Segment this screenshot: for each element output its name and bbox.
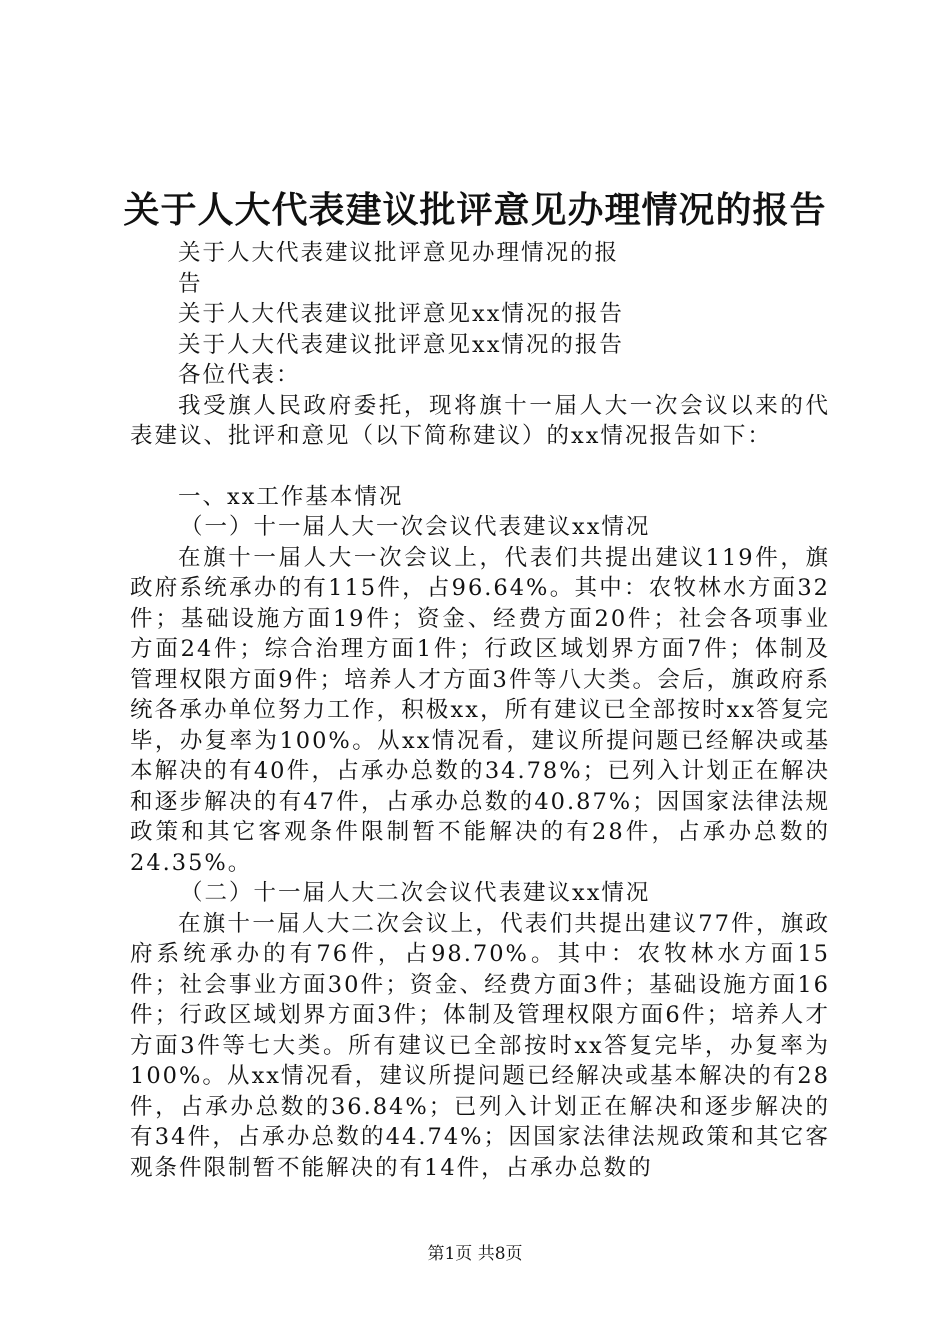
document-title: 关于人大代表建议批评意见办理情况的报告 (123, 189, 827, 231)
intro-paragraph: 我受旗人民政府委托，现将旗十一届人大一次会议以来的代表建议、批评和意见（以下简称建议）的xx情况报告如下： (130, 392, 830, 449)
document-body (130, 238, 830, 1183)
section-heading-1: 一、xx工作基本情况 (178, 483, 404, 510)
paragraph-1: 在旗十一届人大一次会议上，代表们共提出建议119件，旗政府系统承办的有115件，占96.64%。其中：农牧林水方面32件；基础设施方面19件；资金、经费方面20件；社会各项事业方面24件；综合治理方面1件；行政区域划界方面7件；体制及管理权限方面9件；培养人才方面3件等八大类。会后，旗政府系统各承办单位努力工作，积极xx，所有建议已全部按时xx答复完毕，办复率为100%。从xx情况看，建议所提问题已经解决或基本解决的有40件，占承办总数的34.78%；已列入计划正在解决和逐步解决的有47件，占承办总数的40.87%；因国家法律法规政策和其它客观条件限制暂不能解决的有28件，占承办总数的24.35%。 (130, 544, 830, 876)
subtitle-line-2: 告 (178, 270, 203, 297)
heading-a: 关于人大代表建议批评意见xx情况的报告 (178, 301, 624, 327)
blank-line (130, 452, 830, 482)
subsection-heading-2: （二）十一届人大二次会议代表建议xx情况 (180, 880, 651, 906)
salutation: 各位代表： (178, 362, 301, 388)
page-footer: 第1页 共8页 (427, 1244, 523, 1264)
paragraph-2: 在旗十一届人大二次会议上，代表们共提出建议77件，旗政府系统承办的有76件，占98.70%。其中：农牧林水方面15件；社会事业方面30件；资金、经费方面3件；基础设施方面16件；行政区域划界方面3件；体制及管理权限方面6件；培养人才方面3件等七大类。所有建议已全部按时xx答复完毕，办复率为100%。从xx情况看，建议所提问题已经解决或基本解决的有28件，占承办总数的36.84%；已列入计划正在解决和逐步解决的有34件，占承办总数的44.74%；因国家法律法规政策和其它客观条件限制暂不能解决的有14件，占承办总数的 (130, 910, 830, 1181)
subtitle-line-1: 关于人大代表建议批评意见办理情况的报 (178, 240, 620, 266)
heading-b: 关于人大代表建议批评意见xx情况的报告 (178, 331, 624, 358)
subsection-heading-1: （一）十一届人大一次会议代表建议xx情况 (180, 514, 651, 540)
